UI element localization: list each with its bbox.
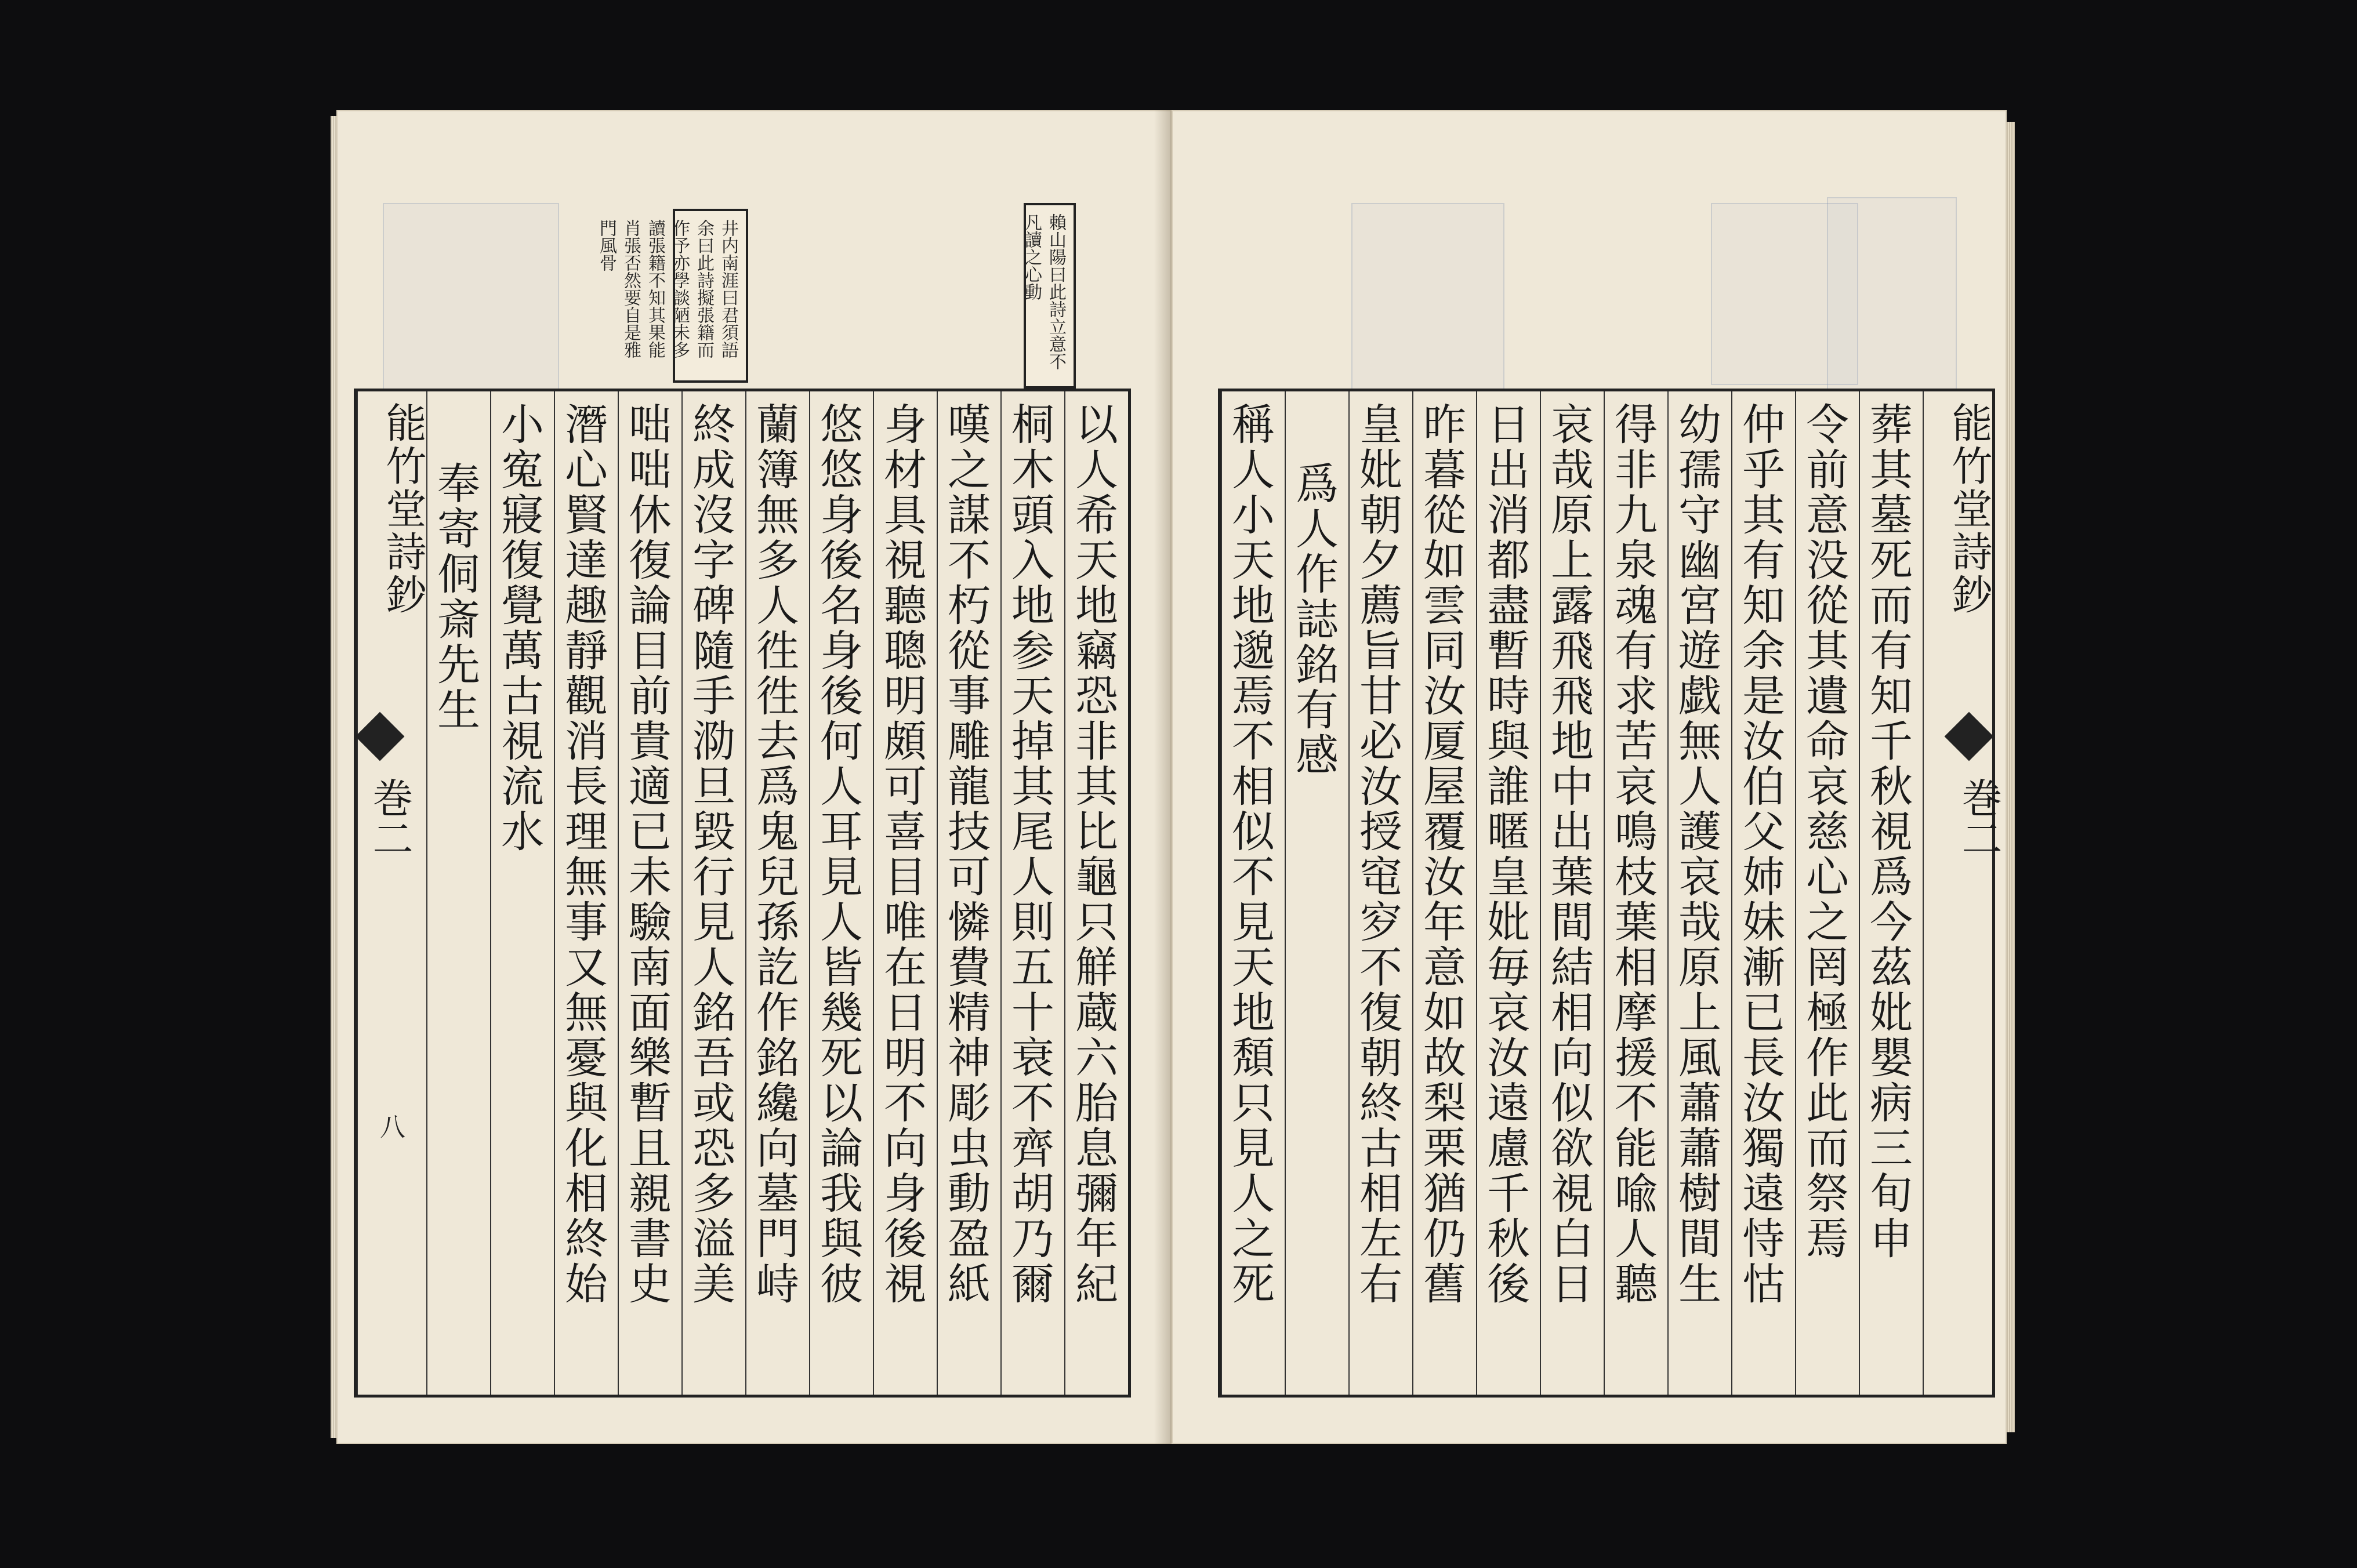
page-number: 八 (375, 1113, 405, 1139)
margin-strip (1923, 391, 1992, 1395)
margin-strip (357, 391, 426, 1395)
column-text: 小寃寢復覺萬古視流水 (494, 402, 544, 854)
text-column (681, 391, 745, 1395)
text-column (1285, 391, 1348, 1395)
text-column (1731, 391, 1795, 1395)
column-text: 哀哉原上露飛飛地中出葉間結相向似欲視白日 (1544, 402, 1594, 1306)
column-text: 葬其墓死而有知千秋視爲今茲妣嬰病三旬申 (1863, 402, 1913, 1261)
column-text: 悠悠身後名身後何人耳見人皆幾死以論我與彼 (813, 402, 863, 1306)
column-text: 咄咄休復論目前貴適已未驗南面樂暫且親書史 (622, 402, 672, 1306)
text-column (1412, 391, 1476, 1395)
text-column (1476, 391, 1540, 1395)
column-text: 令前意没從其遺命哀慈心之罔極作此而祭焉 (1799, 402, 1849, 1261)
text-column (1859, 391, 1923, 1395)
text-frame-right (1218, 389, 1995, 1398)
column-text: 皇妣朝夕薦旨甘必汝授窀穸不復朝終古相左右 (1352, 402, 1402, 1306)
column-text: 奉寄侗斎先生 (430, 461, 480, 732)
column-text: 仲乎其有知余是汝伯父姉妹漸已長汝獨遠恃怙 (1735, 402, 1785, 1306)
column-text: 得非九泉魂有求苦哀鳴枝葉相摩援不能喩人聽 (1608, 402, 1658, 1306)
column-text: 嘆之謀不朽從事雕龍技可憐費精神彫虫動盈紙 (941, 402, 991, 1306)
text-column (490, 391, 554, 1395)
text-column (426, 391, 490, 1395)
text-column (1540, 391, 1604, 1395)
text-column (1000, 391, 1064, 1395)
column-text: 身材具視聽聰明頗可喜目唯在日明不向身後視 (877, 402, 927, 1306)
bleed-through-box (1827, 197, 1957, 391)
text-column (1348, 391, 1412, 1395)
text-column (873, 391, 937, 1395)
headnote-box (596, 209, 748, 383)
text-column (745, 391, 809, 1395)
headnote-box (1021, 203, 1076, 389)
bleed-through-box (383, 203, 559, 391)
headnote-text: 賴山陽曰此詩立意不凡讀之心動 (1021, 213, 1066, 370)
text-column (618, 391, 681, 1395)
volume-label: 巻二 (1955, 777, 2003, 858)
text-column (1795, 391, 1859, 1395)
column-text: 潛心賢達趣靜觀消長理無事又無憂與化相終始 (558, 402, 608, 1306)
column-text: 桐木頭入地参天掉其尾人則五十衰不齊胡乃爾 (1005, 402, 1054, 1306)
text-column (937, 391, 1000, 1395)
column-text: 以人希天地竊恐非其比龜只觧蔵六胎息彌年紀 (1068, 402, 1118, 1306)
column-text: 終成沒字碑隨手泐旦毀行見人銘吾或恐多溢美 (686, 402, 735, 1306)
column-text: 日出消都盡暫時與誰暱皇妣毎哀汝遠慮千秋後 (1480, 402, 1530, 1306)
text-column (1604, 391, 1667, 1395)
column-text: 爲人作誌銘有感 (1289, 461, 1339, 778)
bleed-through-box (1351, 203, 1504, 391)
text-column (1064, 391, 1128, 1395)
column-text: 昨暮從如雲同汝厦屋覆汝年意如故梨栗猶仍舊 (1416, 402, 1466, 1306)
text-frame-left (354, 389, 1131, 1398)
text-column (809, 391, 873, 1395)
column-text: 幼孺守幽宮遊戯無人護哀哉原上風蕭蕭樹間生 (1671, 402, 1721, 1306)
volume-label: 巻二 (366, 777, 414, 858)
column-text: 稱人小天地邈焉不相似不見天地頽只見人之死 (1225, 402, 1275, 1306)
text-column (1221, 391, 1285, 1395)
book-title: 能竹堂詩鈔 (1945, 402, 1993, 616)
column-text: 蘭簿無多人徃徃去爲鬼兒孫訖作銘纔向墓門峙 (749, 402, 799, 1306)
text-column (554, 391, 618, 1395)
book-title: 能竹堂詩鈔 (379, 402, 427, 616)
headnote-text: 井内南涯曰君須語余曰此詩擬張籍而作予亦學談陋未多讀張籍不知其果能肖張否然要自是雅門風骨 (596, 219, 738, 358)
text-column (1667, 391, 1731, 1395)
